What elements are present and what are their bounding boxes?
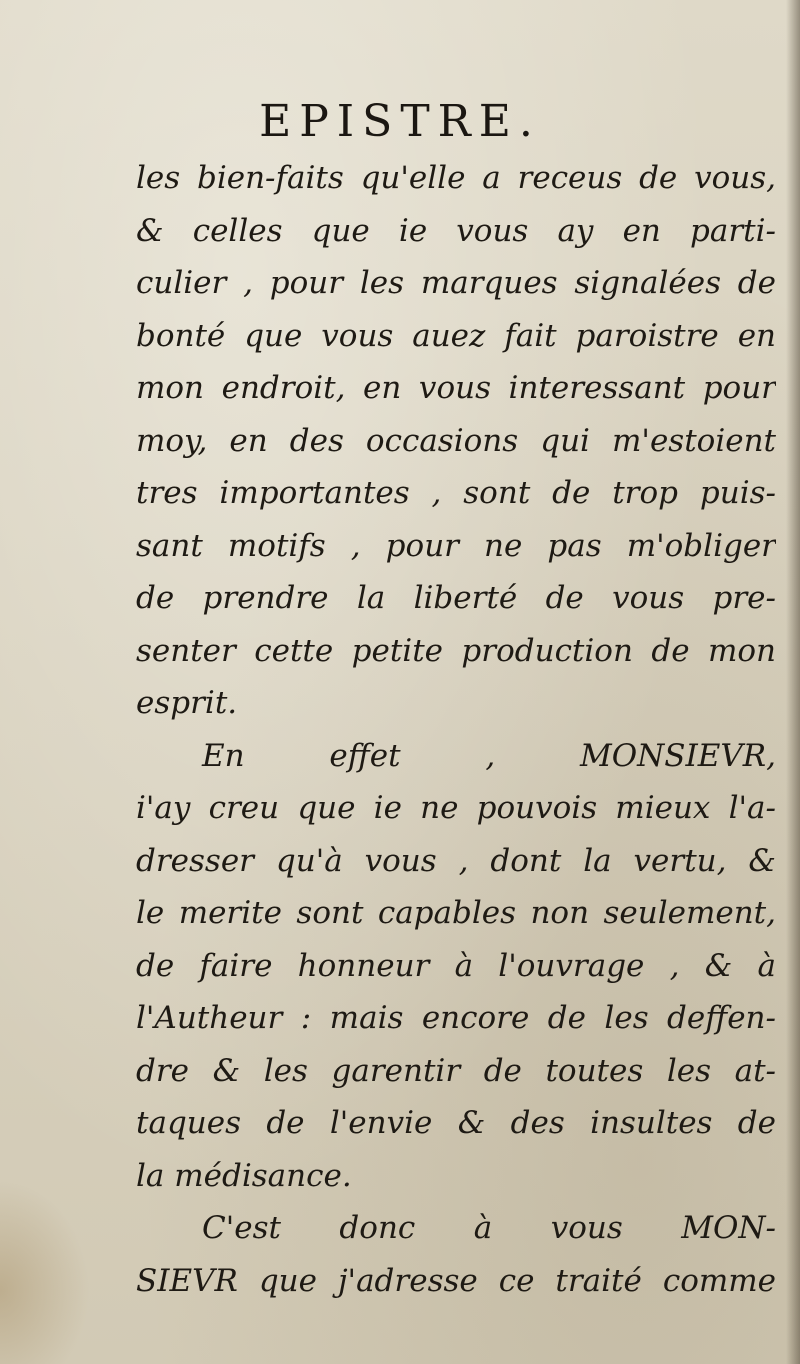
text-line: & celles que ie vous ay en parti- [136, 212, 776, 249]
text-line: les bien-faits qu'elle a receus de vous, [136, 160, 776, 196]
running-head: EPISTRE. [259, 96, 541, 147]
text-line: En effet , MONSIEVR, [202, 737, 776, 774]
text-line: tres importantes , sont de trop puis- [136, 475, 776, 511]
text-line: la médisance. [136, 1157, 352, 1194]
text-line: C'est donc à vous MON- [202, 1210, 776, 1246]
text-line: sant motifs , pour ne pas m'obliger [136, 527, 776, 564]
text-line: esprit. [136, 685, 238, 721]
text-line: mon endroit, en vous interessant pour [136, 370, 776, 406]
text-line: le merite sont capables non seulement, [136, 895, 776, 931]
text-line: de faire honneur à l'ouvrage , & à [136, 947, 776, 984]
text-line: moy, en des occasions qui m'estoient [136, 422, 776, 459]
text-line: dresser qu'à vous , dont la vertu, & [136, 842, 776, 879]
text-line: l'Autheur : mais encore de les deffen- [136, 1000, 776, 1036]
text-line: senter cette petite production de mon [136, 632, 776, 669]
text-line: culier , pour les marques signalées de [136, 265, 776, 301]
text-line: de prendre la liberté de vous pre- [136, 580, 776, 616]
text-line: bonté que vous auez fait paroistre en [136, 317, 776, 354]
text-line: dre & les garentir de toutes les at- [136, 1052, 776, 1089]
text-line: SIEVR que j'adresse ce traité comme [136, 1262, 776, 1299]
page-stain [0, 1180, 90, 1364]
text-line: i'ay creu que ie ne pouvois mieux l'a- [136, 790, 776, 826]
page-gutter-shadow [786, 0, 800, 1364]
text-line: taques de l'envie & des insultes de [136, 1105, 776, 1141]
body-text [136, 152, 776, 1307]
